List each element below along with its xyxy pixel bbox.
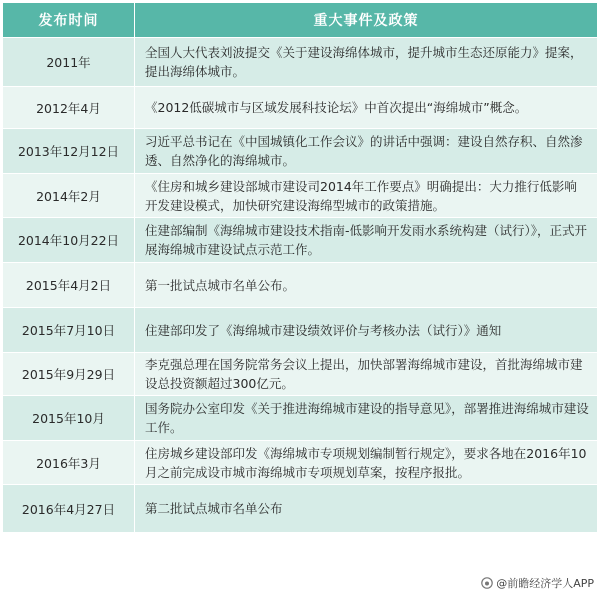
table-row <box>3 87 598 129</box>
row-event: 《住房和城乡建设部城市建设司2014年工作要点》明确提出：大力推行低影响开发建设模式，加快研究建设海绵型城市的政策措施。 <box>135 174 598 218</box>
row-event: 住房城乡建设部印发《海绵城市专项规划编制暂行规定》，要求各地在2016年10月之前完成设市城市海绵城市专项规划草案，按程序报批。 <box>135 441 598 485</box>
row-event: 李克强总理在国务院常务会议上提出，加快部署海绵城市建设，首批海绵城市建设总投资额超过300亿元。 <box>135 353 598 396</box>
header-date: 发布时间 <box>3 3 135 38</box>
row-date: 2014年10月22日 <box>3 218 135 263</box>
weibo-icon <box>481 577 493 589</box>
row-event: 住建部印发了《海绵城市建设绩效评价与考核办法（试行）》通知 <box>135 308 598 353</box>
table-row <box>3 174 598 218</box>
row-event: 《2012低碳城市与区域发展科技论坛》中首次提出“海绵城市”概念。 <box>135 87 598 129</box>
table-row <box>3 396 598 441</box>
source-credit <box>481 575 594 591</box>
table-row <box>3 38 598 87</box>
table-row <box>3 308 598 353</box>
row-date: 2011年 <box>3 38 135 87</box>
row-date: 2014年2月 <box>3 174 135 218</box>
table-header-row <box>3 3 598 38</box>
table-row <box>3 263 598 308</box>
row-date: 2015年9月29日 <box>3 353 135 396</box>
header-event: 重大事件及政策 <box>135 3 598 38</box>
table-row <box>3 218 598 263</box>
row-event: 国务院办公室印发《关于推进海绵城市建设的指导意见》，部署推进海绵城市建设工作。 <box>135 396 598 441</box>
row-date: 2016年4月27日 <box>3 485 135 533</box>
row-date: 2015年4月2日 <box>3 263 135 308</box>
row-date: 2012年4月 <box>3 87 135 129</box>
table-row <box>3 353 598 396</box>
credit-text: @前瞻经济学人APP <box>496 577 594 590</box>
row-date: 2015年7月10日 <box>3 308 135 353</box>
table-row <box>3 485 598 533</box>
row-date: 2013年12月12日 <box>3 129 135 174</box>
row-event: 习近平总书记在《中国城镇化工作会议》的讲话中强调：建设自然存积、自然渗透、自然净化的海绵城市。 <box>135 129 598 174</box>
row-date: 2016年3月 <box>3 441 135 485</box>
table-row <box>3 129 598 174</box>
table-row <box>3 441 598 485</box>
row-event: 住建部编制《海绵城市建设技术指南-低影响开发雨水系统构建（试行）》，正式开展海绵城市建设试点示范工作。 <box>135 218 598 263</box>
row-date: 2015年10月 <box>3 396 135 441</box>
row-event: 第二批试点城市名单公布 <box>135 485 598 533</box>
row-event: 全国人大代表刘波提交《关于建设海绵体城市，提升城市生态还原能力》提案，提出海绵体城市。 <box>135 38 598 87</box>
policy-events-table <box>2 2 598 533</box>
row-event: 第一批试点城市名单公布。 <box>135 263 598 308</box>
